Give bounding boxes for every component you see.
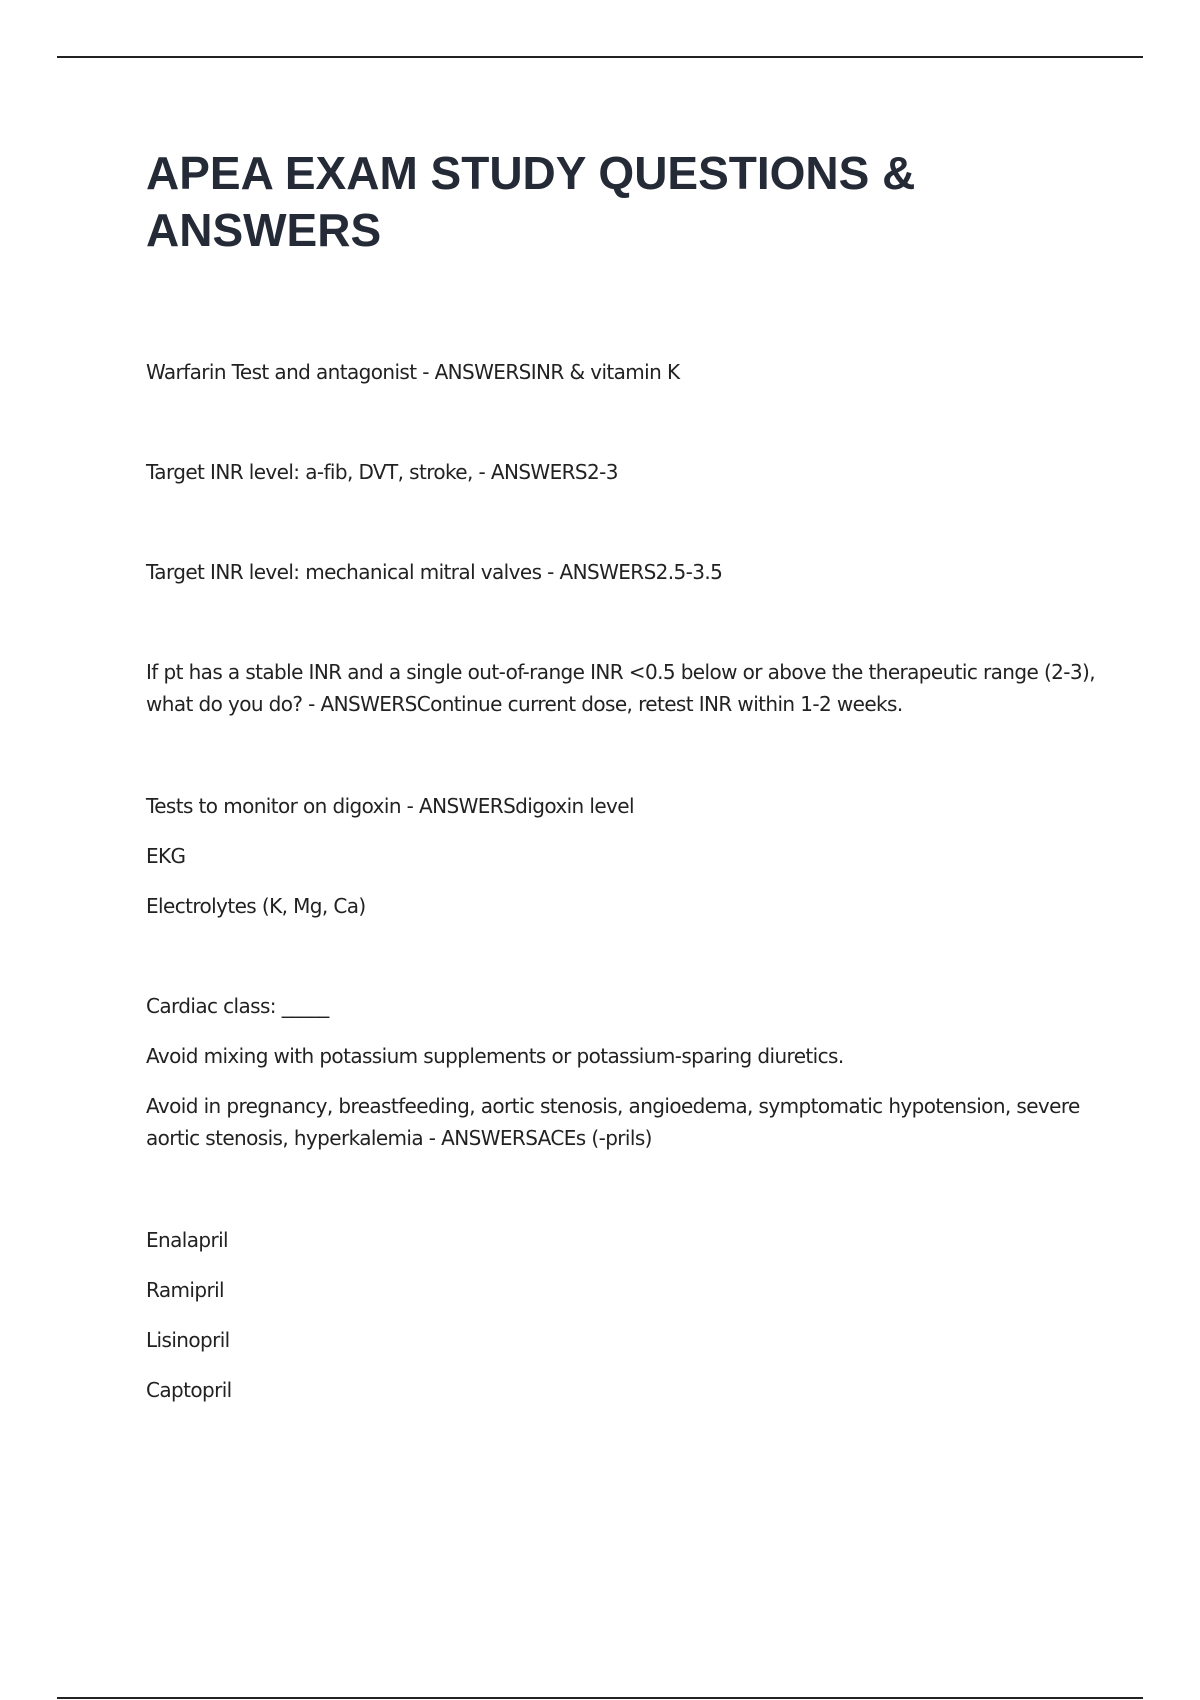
qa-cardiac-class: Cardiac class: _____ <box>146 994 329 1018</box>
qa-target-inr-afib: Target INR level: a-fib, DVT, stroke, - ANSWERS2-3 <box>146 460 618 484</box>
qa-avoid-potassium: Avoid mixing with potassium supplements or potassium-sparing diuretics. <box>146 1044 844 1068</box>
list-item-lisinopril: Lisinopril <box>146 1328 230 1352</box>
qa-avoid-pregnancy: Avoid in pregnancy, breastfeeding, aortic stenosis, angioedema, symptomatic hypotension, severe aortic stenosis, hyperkalemia - ANSWERSACEs (-prils) <box>146 1094 1080 1150</box>
qa-target-inr-valves: Target INR level: mechanical mitral valves - ANSWERS2.5-3.5 <box>146 560 723 584</box>
bottom-rule <box>57 1697 1143 1699</box>
qa-stable-inr: If pt has a stable INR and a single out-of-range INR <0.5 below or above the therapeutic range (2-3), what do you do? - ANSWERSContinue current dose, retest INR within 1-2 weeks. <box>146 660 1095 716</box>
qa-warfarin-test: Warfarin Test and antagonist - ANSWERSINR & vitamin K <box>146 360 680 384</box>
list-item-ramipril: Ramipril <box>146 1278 224 1302</box>
list-item-ekg: EKG <box>146 844 186 868</box>
list-item-captopril: Captopril <box>146 1378 232 1402</box>
qa-digoxin-tests: Tests to monitor on digoxin - ANSWERSdigoxin level <box>146 794 634 818</box>
document-title: APEA EXAM STUDY QUESTIONS & ANSWERS <box>146 147 916 256</box>
list-item-enalapril: Enalapril <box>146 1228 229 1252</box>
list-item-electrolytes: Electrolytes (K, Mg, Ca) <box>146 894 366 918</box>
top-rule <box>57 56 1143 58</box>
